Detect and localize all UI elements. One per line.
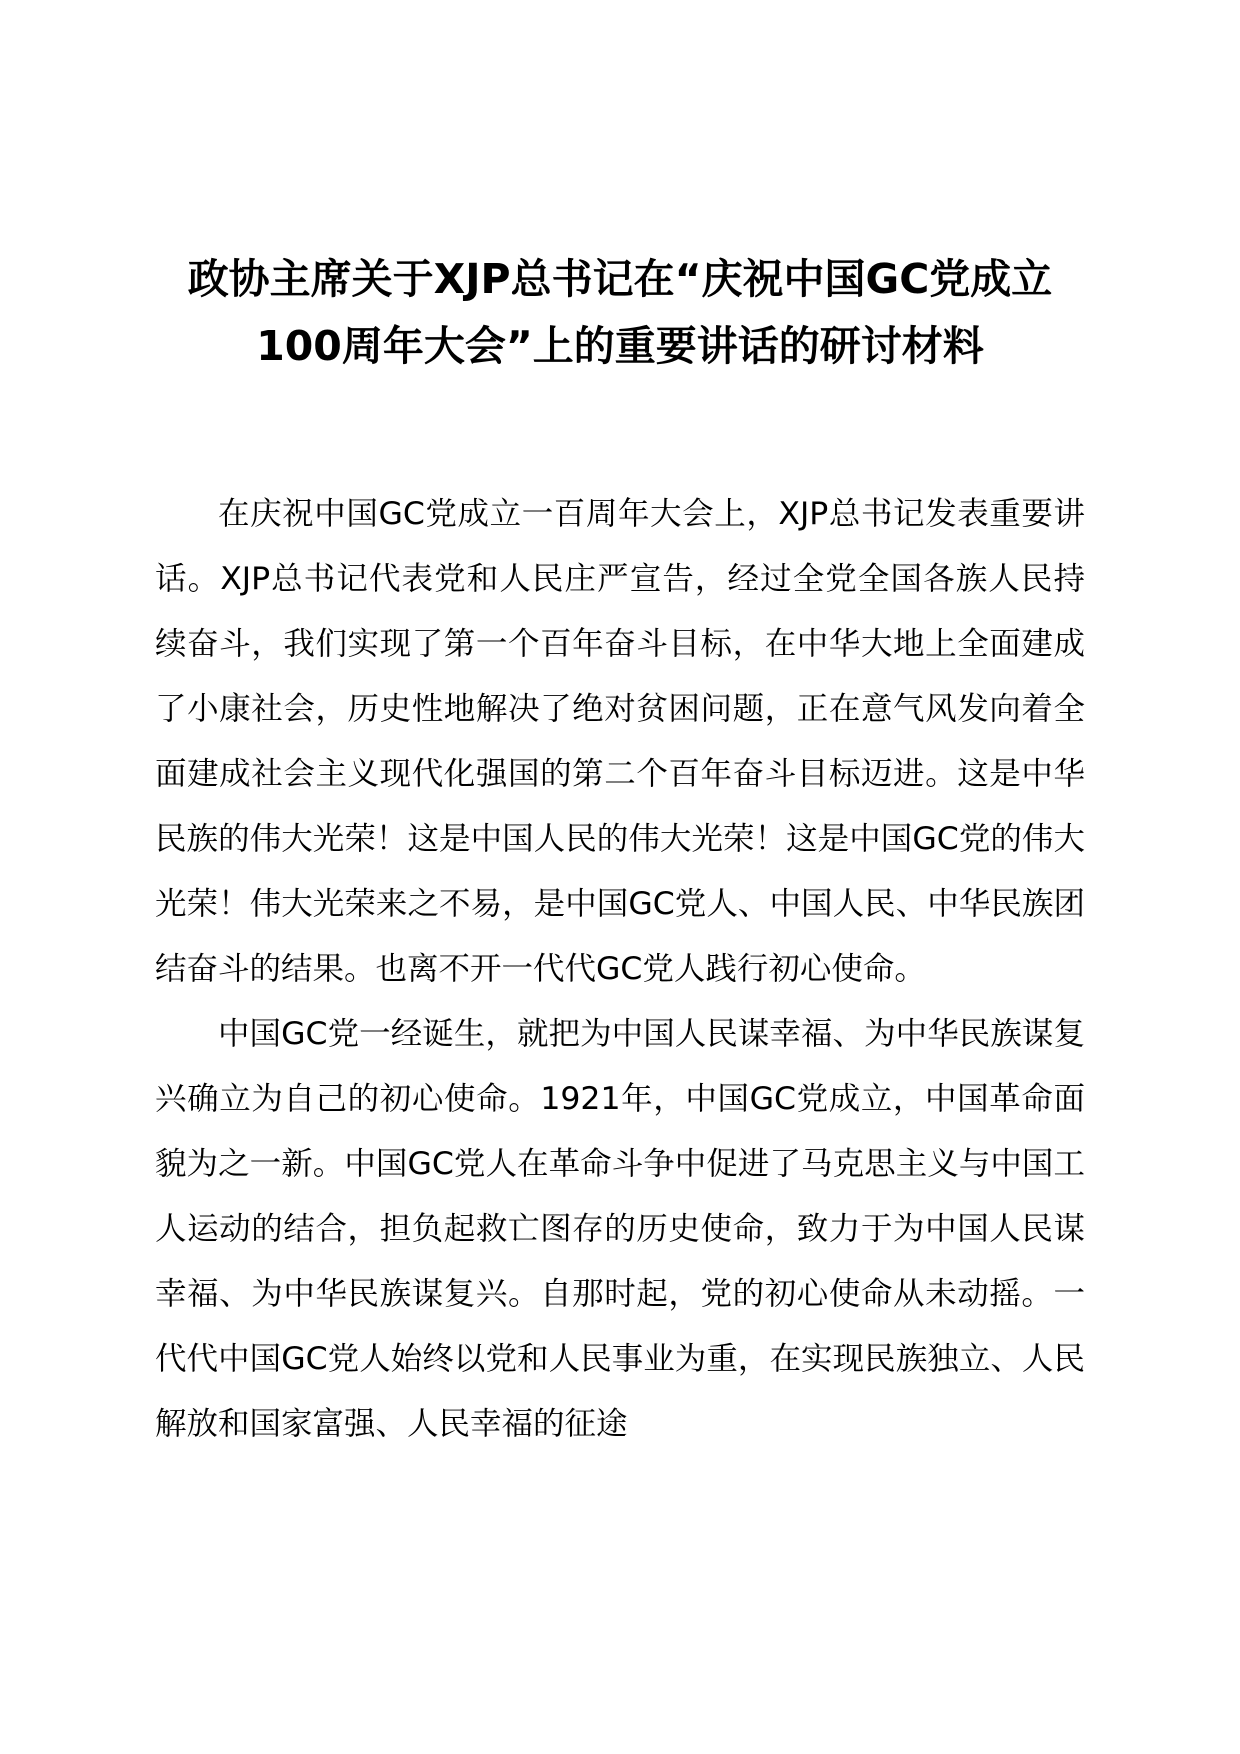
paragraph: 中国GC党一经诞生，就把为中国人民谋幸福、为中华民族谋复兴确立为自己的初心使命。1921年，中国GC党成立，中国革命面貌为之一新。中国GC党人在革命斗争中促进了马克思主义与中国工人运动的结合，担负起救亡图存的历史使命，致力于为中国人民谋幸福、为中华民族谋复兴。自那时起，党的初心使命从未动摇。一代代中国GC党人始终以党和人民事业为重，在实现民族独立、人民解放和国家富强、人民幸福的征途	[155, 1016, 1085, 1442]
paragraph: 在庆祝中国GC党成立一百周年大会上，XJP总书记发表重要讲话。XJP总书记代表党和人民庄严宣告，经过全党全国各族人民持续奋斗，我们实现了第一个百年奋斗目标，在中华大地上全面建成了小康社会，历史性地解决了绝对贫困问题，正在意气风发向着全面建成社会主义现代化强国的第二个百年奋斗目标迈进。这是中华民族的伟大光荣！这是中国人民的伟大光荣！这是中国GC党的伟大光荣！伟大光荣来之不易，是中国GC党人、中国人民、中华民族团结奋斗的结果。也离不开一代代GC党人践行初心使命。	[155, 496, 1085, 987]
document-body	[155, 482, 1085, 1457]
document-title: 政协主席关于XJP总书记在“庆祝中国GC党成立100周年大会”上的重要讲话的研讨材料	[187, 255, 1053, 370]
